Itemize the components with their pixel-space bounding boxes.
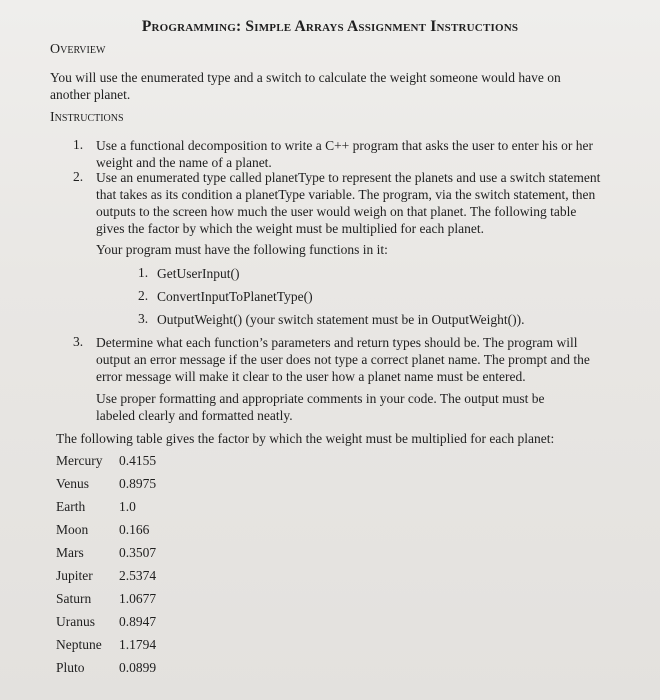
item-number: 2. [73, 169, 84, 184]
overview-text: You will use the enumerated type and a switch to calculate the weight someone would have on another planet. [50, 70, 561, 102]
instruction-item: Use a functional decomposition to write a C++ program that asks the user to enter his or her weight and the name of a planet. [96, 138, 593, 170]
instruction-item: Determine what each function’s parameters and return types should be. The program will output an error message if the user does not type a correct planet name. The prompt and the error message will make it clear to the user how a planet name must be entered. [96, 335, 590, 384]
function-item: GetUserInput() [157, 266, 240, 281]
item-number: 1. [73, 137, 84, 152]
function-number: 3. [138, 311, 149, 326]
instruction-item: Use an enumerated type called planetType to represent the planets and use a switch statement that takes as its condition a planetType variable. The program, via the switch statement, then outputs to the screen how much the user would weigh on that planet. The following table gives the factor by which the weight must be multiplied for each planet. [96, 170, 601, 236]
planet-factor: 1.0 [119, 499, 136, 514]
planet-name: Mars [56, 545, 84, 560]
planet-name: Pluto [56, 660, 85, 675]
function-item: ConvertInputToPlanetType() [157, 289, 313, 304]
planet-factor: 0.0899 [119, 660, 157, 675]
instructions-heading: Instructions [50, 110, 124, 125]
planet-name: Saturn [56, 591, 92, 606]
planet-factor: 1.0677 [119, 591, 157, 606]
formatting-note: Use proper formatting and appropriate comments in your code. The output must be labeled clearly and formatted neatly. [96, 391, 545, 423]
overview-heading: Overview [50, 42, 106, 57]
planet-factor: 2.5374 [119, 568, 157, 583]
planet-name: Mercury [56, 453, 103, 468]
planet-factor: 0.4155 [119, 453, 157, 468]
function-number: 1. [138, 265, 149, 280]
planet-name: Earth [56, 499, 86, 514]
item-number: 3. [73, 334, 84, 349]
planet-name: Uranus [56, 614, 95, 629]
planet-factor: 0.8947 [119, 614, 157, 629]
planet-factor: 1.1794 [119, 637, 157, 652]
functions-intro: Your program must have the following functions in it: [96, 242, 388, 257]
function-item: OutputWeight() (your switch statement must be in OutputWeight()). [157, 312, 525, 327]
function-number: 2. [138, 288, 149, 303]
planet-name: Venus [56, 476, 89, 491]
planet-factor: 0.166 [119, 522, 150, 537]
planet-name: Jupiter [56, 568, 93, 583]
planet-factor: 0.8975 [119, 476, 157, 491]
planet-name: Neptune [56, 637, 102, 652]
planet-factor: 0.3507 [119, 545, 157, 560]
table-intro: The following table gives the factor by which the weight must be multiplied for each planet: [56, 431, 555, 446]
page-title: Programming: Simple Arrays Assignment Instructions [141, 18, 519, 35]
planet-name: Moon [56, 522, 89, 537]
